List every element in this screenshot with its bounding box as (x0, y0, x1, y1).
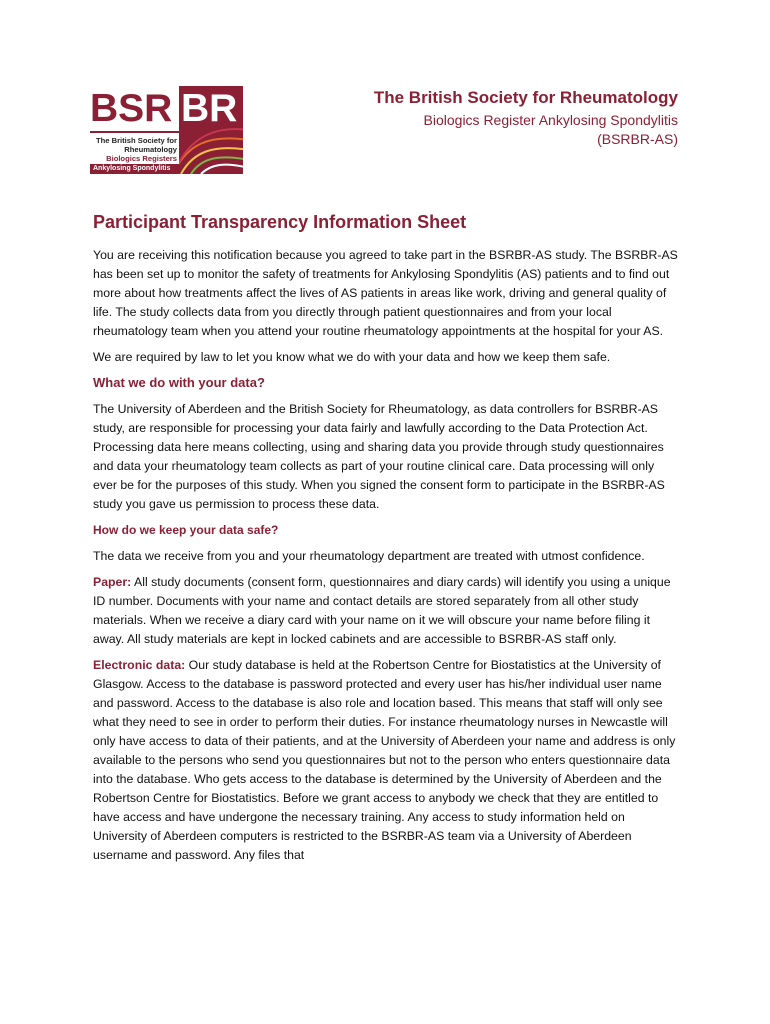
header-subtitle: Biologics Register Ankylosing Spondylitis (423, 112, 678, 128)
bsrbr-logo (90, 86, 243, 174)
logo-swirl-icon (179, 86, 243, 174)
section-heading-data-safety: How do we keep your data safe? (93, 523, 279, 537)
document-body (93, 210, 681, 872)
electronic-text: Our study database is held at the Robertson Centre for Biostatistics at the University of Glasgow. Access to the database is password protected and every user has his/her individual user name and password. Access to the database is also role and location based. This means that staff will only see what they need to see in order to perform their duties. For instance rheumatology nurses in Newcastle will only have access to data of their patients, and at the University of Aberdeen your name and address is only available to the persons who send you questionnaires but not to the person who enters questionnaire data into the database. Who gets access to the database is determined by the University of Aberdeen and the Robertson Centre for Biostatistics. Before we grant access to anybody we check that they are entitled to have access and have undergone the necessary training. Any access to study information held on University of Aberdeen computers is restricted to the BSRBR-AS team via a University of Aberdeen username and password. Any files that (93, 658, 676, 862)
paper-label: Paper: (93, 575, 132, 589)
electronic-paragraph (93, 656, 681, 865)
header-abbreviation: (BSRBR-AS) (597, 131, 678, 147)
logo-box (179, 86, 243, 174)
logo-mark-left: BSR (90, 87, 173, 130)
electronic-label: Electronic data: (93, 658, 186, 672)
paper-paragraph (93, 573, 681, 649)
section-body-data-use: The University of Aberdeen and the British Society for Rheumatology, as data controllers for BSRBR-AS study, are responsible for processing your data fairly and lawfully according to the Data Protection Act. Processing data here means collecting, using and sharing data you provide through study questionnaires and data your rheumatology team collects as part of your routine clinical care. Data processing will only ever be for the purposes of this study. When you signed the consent form to participate in the BSRBR-AS study you gave us permission to process these data. (93, 402, 665, 511)
header-organisation: The British Society for Rheumatology (373, 88, 678, 107)
section-heading-data-use: What we do with your data? (93, 375, 265, 390)
logo-mark-right: BR (181, 87, 238, 130)
logo-divider (90, 131, 179, 133)
page-title: Participant Transparency Information Sheet (93, 212, 467, 232)
logo-line-2: Rheumatology (124, 145, 177, 154)
logo-line-1: The British Society for (95, 136, 177, 145)
intro-paragraph-2: We are required by law to let you know what we do with your data and how we keep them safe. (93, 350, 611, 364)
section-body-data-safety: The data we receive from you and your rheumatology department are treated with utmost confidence. (93, 549, 645, 563)
paper-text: All study documents (consent form, questionnaires and diary cards) will identify you using a unique ID number. Documents with your name and contact details are stored separately from all other study materials. When we receive a diary card with your name on it we will obscure your name before filing it away. All study materials are kept in locked cabinets and are accessible to BSRBR-AS staff only. (93, 575, 671, 646)
logo-line-3: Biologics Registers (106, 154, 177, 163)
intro-paragraph-1: You are receiving this notification because you agreed to take part in the BSRBR-AS study. The BSRBR-AS has been set up to monitor the safety of treatments for Ankylosing Spondylitis (AS) patients and to find out more about how treatments affect the lives of AS patients in areas like work, driving and general quality of life. The study collects data from you directly through patient questionnaires and from your local rheumatology team when you attend your routine rheumatology appointments at the hospital for your AS. (93, 248, 678, 338)
logo-strip: Ankylosing Spondylitis (90, 164, 179, 174)
